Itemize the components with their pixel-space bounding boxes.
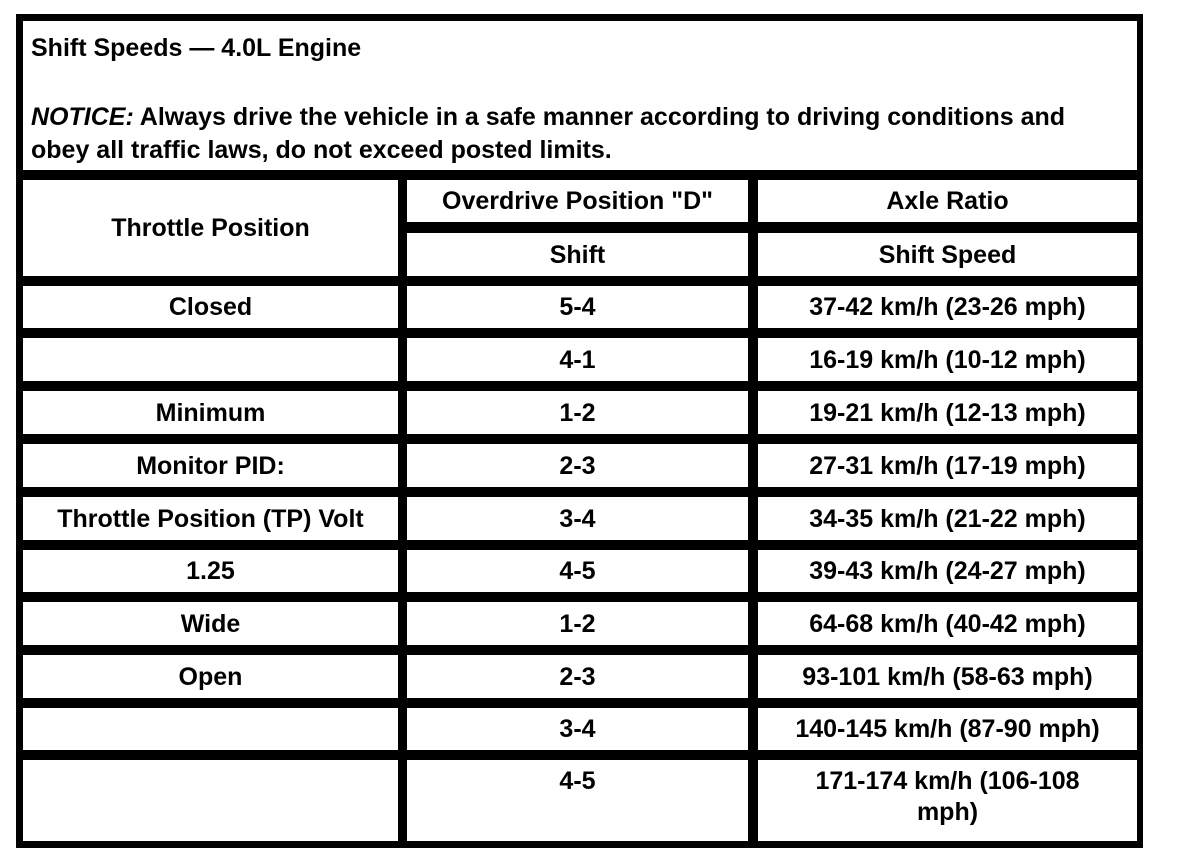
table-cell-shift: 2-3 [407, 655, 748, 698]
table-cell-shift: 4-5 [407, 550, 748, 592]
table-cell-shift: 3-4 [407, 497, 748, 540]
table-cell-speed: 16-19 km/h (10-12 mph) [758, 338, 1137, 381]
notice-paragraph [31, 101, 1129, 167]
table-cell-throttle: Open [23, 655, 398, 698]
table-caption [23, 21, 1137, 170]
table-cell-throttle: Closed [23, 286, 398, 328]
table-cell-throttle: Minimum [23, 391, 398, 434]
header-overdrive: Overdrive Position "D" [407, 180, 748, 222]
table-cell-throttle [23, 338, 398, 381]
table-cell-speed: 64-68 km/h (40-42 mph) [758, 602, 1137, 645]
table-cell-shift: 5-4 [407, 286, 748, 328]
table-cell-speed: 37-42 km/h (23-26 mph) [758, 286, 1137, 328]
header-shift-speed: Shift Speed [758, 233, 1137, 276]
table-cell-shift: 1-2 [407, 391, 748, 434]
table-cell-throttle: 1.25 [23, 550, 398, 592]
notice-text: Always drive the vehicle in a safe manner according to driving conditions and obey all traffic laws, do not exceed posted limits. [31, 103, 1066, 164]
header-shift: Shift [407, 233, 748, 276]
table-cell-throttle [23, 760, 398, 841]
table-cell-shift: 1-2 [407, 602, 748, 645]
table-cell-speed: 93-101 km/h (58-63 mph) [758, 655, 1137, 698]
header-throttle-position: Throttle Position [23, 180, 398, 276]
table-cell-speed: 19-21 km/h (12-13 mph) [758, 391, 1137, 434]
table-title: Shift Speeds — 4.0L Engine [31, 34, 362, 62]
table-cell-speed: 34-35 km/h (21-22 mph) [758, 497, 1137, 540]
table-cell-shift: 3-4 [407, 708, 748, 750]
table-cell-speed: 27-31 km/h (17-19 mph) [758, 444, 1137, 487]
table-cell-speed: 39-43 km/h (24-27 mph) [758, 550, 1137, 592]
table-cell-throttle [23, 708, 398, 750]
header-axle-ratio: Axle Ratio [758, 180, 1137, 222]
table-cell-throttle: Wide [23, 602, 398, 645]
table-cell-speed: 140-145 km/h (87-90 mph) [758, 708, 1137, 750]
table-cell-shift: 2-3 [407, 444, 748, 487]
table-cell-shift: 4-1 [407, 338, 748, 381]
table-cell-shift: 4-5 [407, 760, 748, 841]
notice-label: NOTICE: [31, 103, 134, 131]
table-cell-speed: 171-174 km/h (106-108 mph) [758, 760, 1137, 841]
table-cell-throttle: Monitor PID: [23, 444, 398, 487]
table-cell-throttle: Throttle Position (TP) Volt [23, 497, 398, 540]
